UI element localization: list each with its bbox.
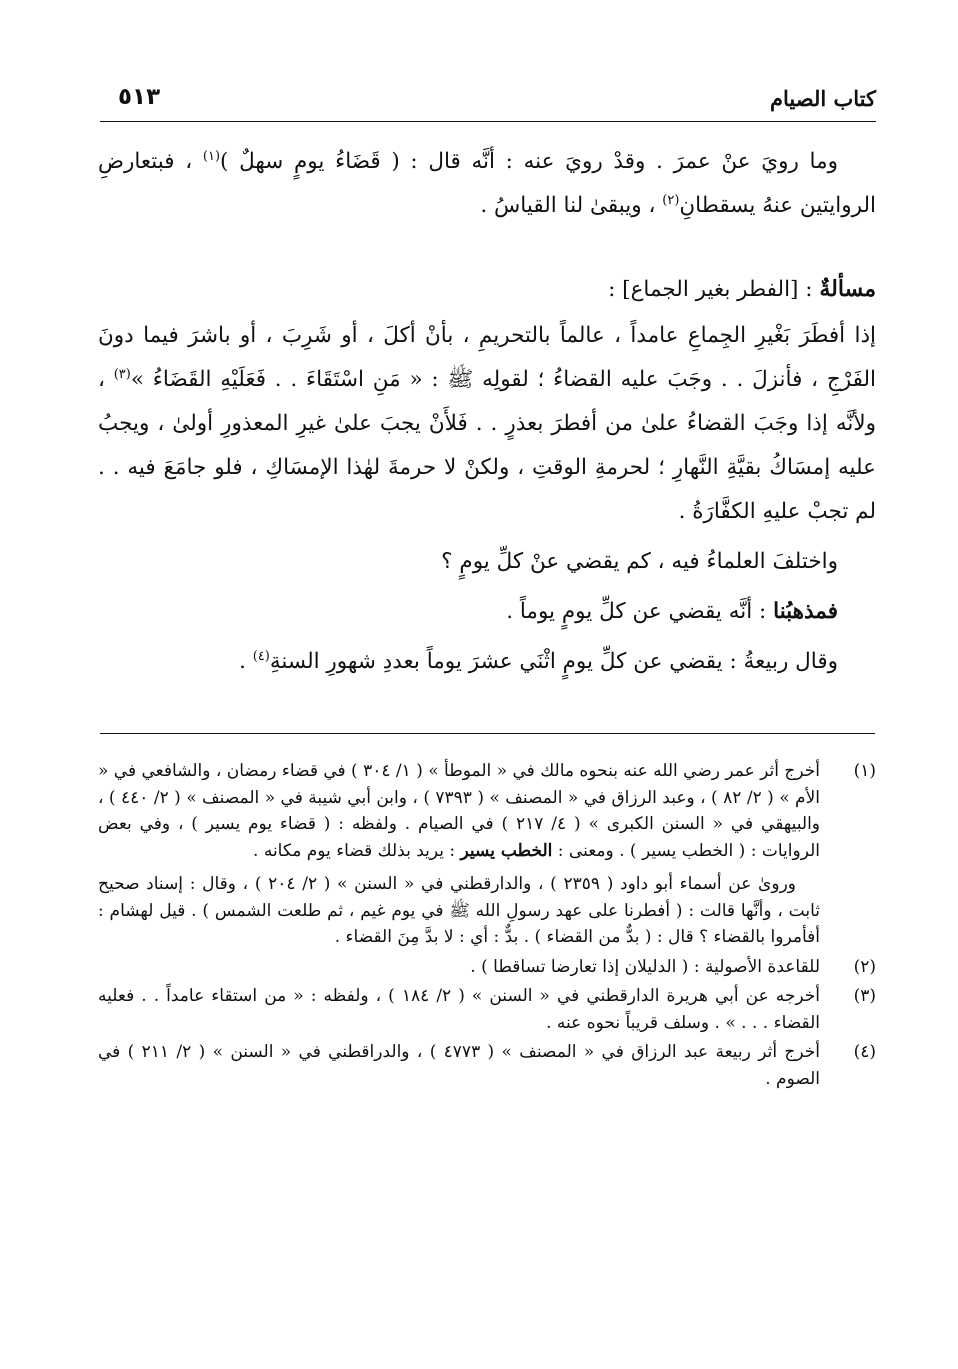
footnote-ref-1: (١): [202, 148, 221, 164]
footnote-text: [98, 758, 820, 864]
footnote-body: [98, 1039, 820, 1092]
footnote-marker: (٢): [853, 956, 876, 977]
footnotes: [98, 758, 876, 1095]
paragraph-text: ، ويبقىٰ لنا القياسُ .: [480, 193, 663, 218]
footnote-ref-3: (٣): [113, 366, 131, 382]
footnote-text: أخرج أثر ربيعة عبد الرزاق في « المصنف » ( ٤٧٧٣ ) ، والدراقطني في « السنن » ( ٢/ ٢١١ ) في الصوم .: [98, 1042, 820, 1089]
issue-label: مسألةٌ: [819, 276, 876, 302]
school-label: فمذهبُنا: [773, 599, 838, 624]
footnote-marker: (٣): [853, 986, 876, 1006]
footnote-1: [98, 758, 876, 951]
footnote-4: [98, 1039, 876, 1092]
issue-title: : [الفطر بغير الجماع] :: [608, 277, 820, 302]
paragraph-text: إذا أفطَرَ بَغْيرِ الجِماعِ عامداً ، عالماً بالتحريمِ ، بأنْ أكلَ ، أو شَرِبَ ، أو باشرَ فيما دونَ الفَرْجِ ، فأنزلَ . . وجَبَ عليه القضاءُ ؛ لقولِه ﷺ : « مَنِ اسْتَقَاءَ . . فَعَلَيْهِ القَضَاءُ »: [98, 323, 876, 392]
footnote-marker: (١): [853, 761, 876, 781]
footnote-2: [98, 954, 876, 981]
footnote-bold-phrase: الخطب يسير: [460, 840, 553, 861]
footnote-subparagraph: وروىٰ عن أسماء أبو داود ( ٢٣٥٩ ) ، والدارقطني في « السنن » ( ٢/ ٢٠٤ ) ، وقال : إسناد صحيح ثابت ، وأنَّها قالت : ( أفطرنا على عهد رسولِ الله ﷺ في يوم غيم ، ثم طلعت الشمس ) . قيل لهشام : أفأمروا بالقضاء ؟ قال : ( بدٌّ من القضاء ) . بدٌّ : أي : لا بدَّ مِنَ القضاء .: [98, 874, 820, 947]
paragraph-umar-narration: [98, 140, 876, 228]
header-rule: [100, 121, 876, 122]
paragraph-text: وما رويَ عنْ عمرَ . وقدْ رويَ عنه : أنَّه قال : ( قَضَاءُ يومٍ سهلٌ ): [220, 149, 838, 174]
footnote-body: [98, 758, 820, 951]
footnote-text-part: أخرج أثر عمر رضي الله عنه بنحوه مالك في « الموطأ » ( ١/ ٣٠٤ ) في قضاء رمضان ، والشافعي في « الأم » ( ٢/ ٨٢ ) ، وعبد الرزاق في « المصنف » ( ٧٣٩٣ ) ، وابن أبي شيبة في « المصنف » ( ٢/ ٤٤٠ ) ، والبيهقي في « السنن الكبرى » ( ٤/ ٢١٧ ) في الصيام . ولفظه : ( قضاء يوم يسير ) ، وفي بعض الروايات : ( الخطب يسير ) . ومعنى :: [98, 761, 821, 861]
footnote-3: [98, 983, 876, 1036]
issue-heading: [98, 267, 876, 312]
footnote-body: [98, 983, 820, 1036]
section-gap: [98, 228, 876, 267]
paragraph-scholars-differ: واختلفَ العلماءُ فيه ، كم يقضي عنْ كلِّ يومٍ ؟: [441, 549, 838, 574]
paragraph-text: .: [239, 649, 253, 674]
paragraph-text: ، فبتعارضِ الروايتين عنهُ يسقطانِ: [98, 149, 876, 218]
running-title: كتاب الصيام: [770, 86, 876, 111]
page-number: ٥١٣: [118, 84, 161, 110]
footnote-text-part: : يريد بذلك قضاء يوم مكانه .: [253, 840, 461, 861]
footnote-text: أخرجه عن أبي هريرة الدارقطني في « السنن » ( ٢/ ١٨٤ ) ، ولفظه : « من استقاء عامداً . . فعليه القضاء . . . » . وسلف قريباً نحوه عنه .: [98, 986, 820, 1033]
footnote-text: للقاعدة الأصولية : ( الدليلان إذا تعارضا تساقطا ) .: [470, 956, 820, 977]
page-header: [100, 80, 876, 120]
footnote-ref-2: (٢): [662, 192, 680, 208]
main-text: [98, 140, 876, 684]
paragraph-text: وقال ربيعةُ : يقضي عن كلِّ يومٍ اثْنَي عشرَ يوماً بعددِ شهورِ السنةِ: [269, 649, 838, 674]
footnote-ref-4: (٤): [252, 648, 270, 664]
paragraph-breaking-fast: [98, 314, 876, 534]
footnote-body: [98, 954, 820, 981]
paragraph-text: : أنَّه يقضي عن كلِّ يومٍ يوماً .: [506, 599, 774, 624]
paragraph-text: ، ولأنَّه إذا وجَبَ القضاءُ علىٰ من أفطرَ بعذرٍ . . فَلأَنْ يجبَ علىٰ غيرِ المعذورِ أولىٰ ، ويجبُ عليه إمسَاكُ بقيَّةِ النَّهارِ ؛ لحرمةِ الوقتِ ، ولكنْ لا حرمةَ لهٰذا الإمسَاكِ ، فلو جامَعَ فيه . . لم تجبْ عليهِ الكفَّارَةُ .: [98, 367, 876, 524]
footnote-rule: [100, 733, 875, 734]
paragraph-rabia: [98, 640, 876, 684]
footnote-marker: (٤): [853, 1042, 876, 1062]
paragraph-our-school: [98, 590, 876, 634]
